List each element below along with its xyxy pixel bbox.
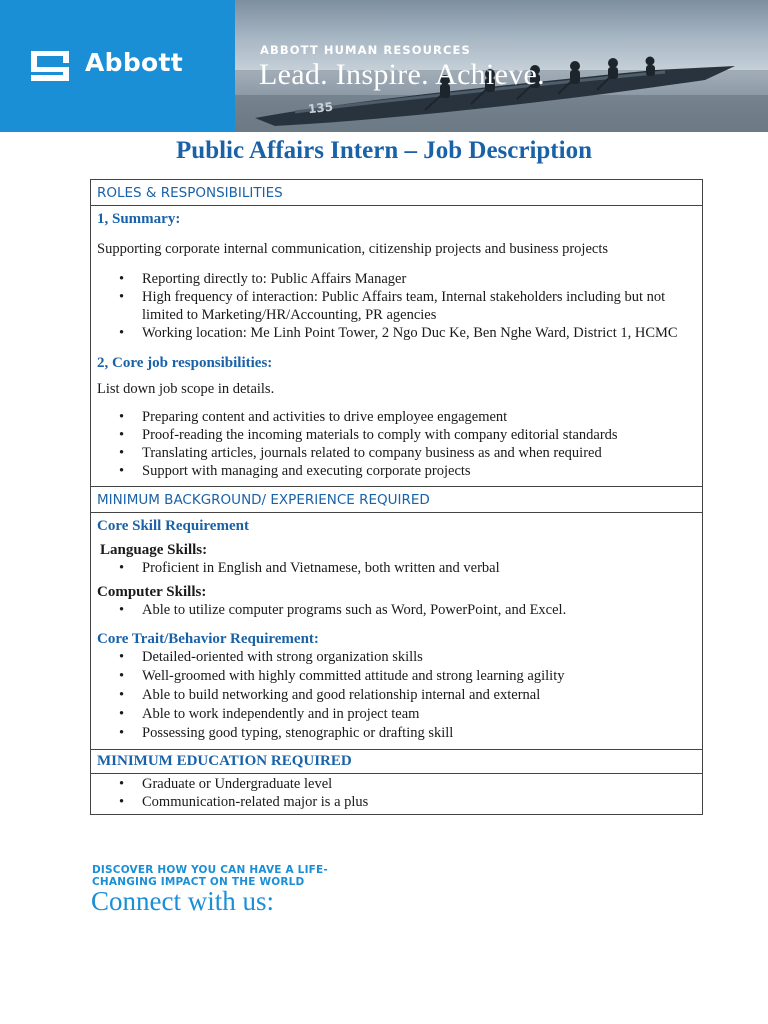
education-list: [97, 775, 696, 811]
core-trait-list: [97, 648, 696, 743]
boat-number: 135: [307, 99, 334, 117]
education-heading: MINIMUM EDUCATION REQUIRED: [97, 753, 352, 769]
list-item: • Possessing good typing, stenographic or drafting skill: [97, 724, 696, 743]
logo-panel: [0, 0, 235, 132]
background-heading: MINIMUM BACKGROUND/ EXPERIENCE REQUIRED: [97, 492, 430, 508]
list-item: • Well-groomed with highly committed attitude and strong learning agility: [97, 667, 696, 686]
computer-skills-label: Computer Skills:: [97, 584, 207, 600]
computer-skills-list: [97, 601, 696, 619]
discover-line-1: DISCOVER HOW YOU CAN HAVE A LIFE-: [92, 864, 328, 876]
discover-text: [92, 864, 328, 888]
list-item: • Proficient in English and Vietnamese, both written and verbal: [97, 559, 696, 577]
roles-heading: ROLES & RESPONSIBILITIES: [97, 185, 283, 201]
connect-heading: Connect with us:: [91, 886, 274, 916]
education-content-row: [91, 773, 702, 814]
roles-content-row: [91, 205, 702, 486]
list-item: • Able to utilize computer programs such as Word, PowerPoint, and Excel.: [97, 601, 696, 619]
language-skills-label: Language Skills:: [100, 542, 208, 558]
summary-text: Supporting corporate internal communication, citizenship projects and business projects: [97, 241, 608, 257]
tagline: Lead. Inspire. Achieve.: [259, 58, 545, 91]
list-item: • Translating articles, journals related to company business as and when required: [97, 444, 696, 462]
core-trait-title: Core Trait/Behavior Requirement:: [97, 631, 319, 647]
department-label: ABBOTT HUMAN RESOURCES: [260, 43, 471, 57]
brand-name: Abbott: [85, 48, 184, 77]
core-skill-title: Core Skill Requirement: [97, 518, 249, 534]
list-item: • Proof-reading the incoming materials to comply with company editorial standards: [97, 426, 696, 444]
roles-heading-row: [91, 180, 702, 205]
summary-list: [97, 270, 696, 342]
list-item: • Able to build networking and good relationship internal and external: [97, 686, 696, 705]
summary-title: 1, Summary:: [97, 211, 181, 227]
list-item: • Detailed-oriented with strong organization skills: [97, 648, 696, 667]
language-skills-list: [97, 559, 696, 577]
list-item: • Communication-related major is a plus: [97, 793, 696, 811]
core-responsibilities-list: [97, 408, 696, 480]
page-title: Public Affairs Intern – Job Description: [176, 137, 592, 164]
list-item: • Working location: Me Linh Point Tower, 2 Ngo Duc Ke, Ben Nghe Ward, District 1, HCMC: [97, 324, 696, 342]
discover-line-2: CHANGING IMPACT ON THE WORLD: [92, 876, 305, 888]
list-item: • Graduate or Undergraduate level: [97, 775, 696, 793]
list-item: • Able to work independently and in project team: [97, 705, 696, 724]
background-heading-row: [91, 486, 702, 512]
background-content-row: [91, 512, 702, 749]
core-responsibilities-text: List down job scope in details.: [97, 381, 275, 397]
abbott-logo-icon: [27, 45, 73, 85]
job-description-table: [90, 179, 703, 815]
education-heading-row: [91, 749, 702, 773]
list-item: • Reporting directly to: Public Affairs Manager: [97, 270, 696, 288]
list-item: • High frequency of interaction: Public Affairs team, Internal stakeholders including but not limited to Marketing/HR/Accounting, PR agencies: [97, 288, 696, 324]
list-item: • Support with managing and executing corporate projects: [97, 462, 696, 480]
header-banner: [0, 0, 768, 132]
core-responsibilities-title: 2, Core job responsibilities:: [97, 355, 273, 371]
list-item: • Preparing content and activities to drive employee engagement: [97, 408, 696, 426]
